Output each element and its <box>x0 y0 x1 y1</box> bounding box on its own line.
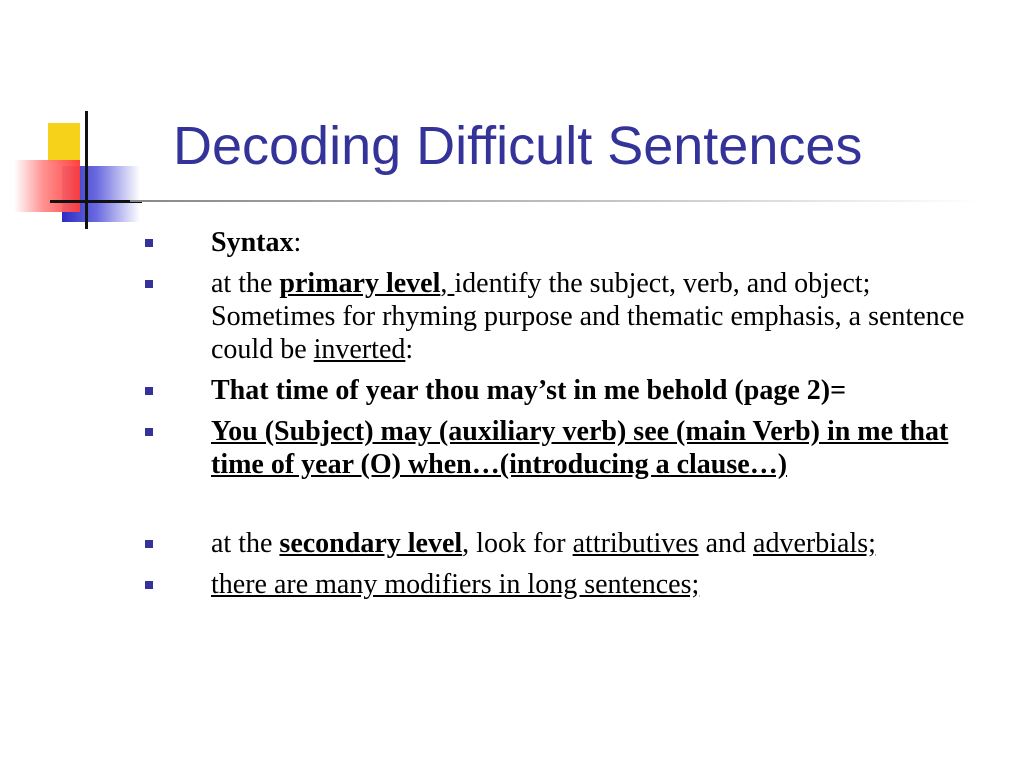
secondary-and: and <box>698 528 754 559</box>
syntax-colon: : <box>293 227 302 258</box>
syntax-label: Syntax <box>211 227 294 258</box>
red-square-icon <box>14 160 80 212</box>
bullet-list <box>140 226 1000 609</box>
primary-level-term: primary level <box>279 268 441 299</box>
bullet-square-icon <box>145 428 153 436</box>
bullet-item-modifiers <box>140 568 1000 601</box>
primary-colon: : <box>405 334 414 365</box>
slide-title: Decoding Difficult Sentences <box>173 116 863 176</box>
bullet-item-analysis <box>140 415 1000 481</box>
secondary-prefix: at the <box>211 528 280 559</box>
analysis-line: You (Subject) may (auxiliary verb) see (main Verb) in me that time of year (O) when…(introducing a clause…) <box>211 416 949 480</box>
adverbials-term: adverbials; <box>753 528 876 559</box>
bullet-item-syntax <box>140 226 1000 259</box>
vertical-rule <box>85 111 88 229</box>
quote-line: That time of year thou may’st in me behold (page 2)= <box>211 375 847 406</box>
primary-prefix: at the <box>211 268 280 299</box>
bullet-square-icon <box>145 280 153 288</box>
attributives-term: attributives <box>572 528 699 559</box>
bullet-square-icon <box>145 581 153 589</box>
bullet-square-icon <box>145 387 153 395</box>
bullet-square-icon <box>145 540 153 548</box>
inverted-term: inverted <box>313 334 406 365</box>
title-underline <box>130 200 980 202</box>
bullet-item-primary-level <box>140 267 1000 366</box>
modifiers-line: there are many modifiers in long sentences; <box>211 569 700 600</box>
bullet-item-secondary-level <box>140 527 1000 560</box>
yellow-square-icon <box>48 123 80 163</box>
horizontal-rule <box>50 200 142 203</box>
secondary-middle: , look for <box>462 528 573 559</box>
bullet-square-icon <box>145 239 153 247</box>
slide-logo-graphic <box>0 0 140 240</box>
primary-comma: , <box>440 268 455 299</box>
secondary-level-term: secondary level <box>279 528 463 559</box>
bullet-item-quote <box>140 374 1000 407</box>
primary-description: identify the subject, verb, and object; Sometimes for rhyming purpose and thematic emphasis, a sentence could be <box>211 268 965 365</box>
